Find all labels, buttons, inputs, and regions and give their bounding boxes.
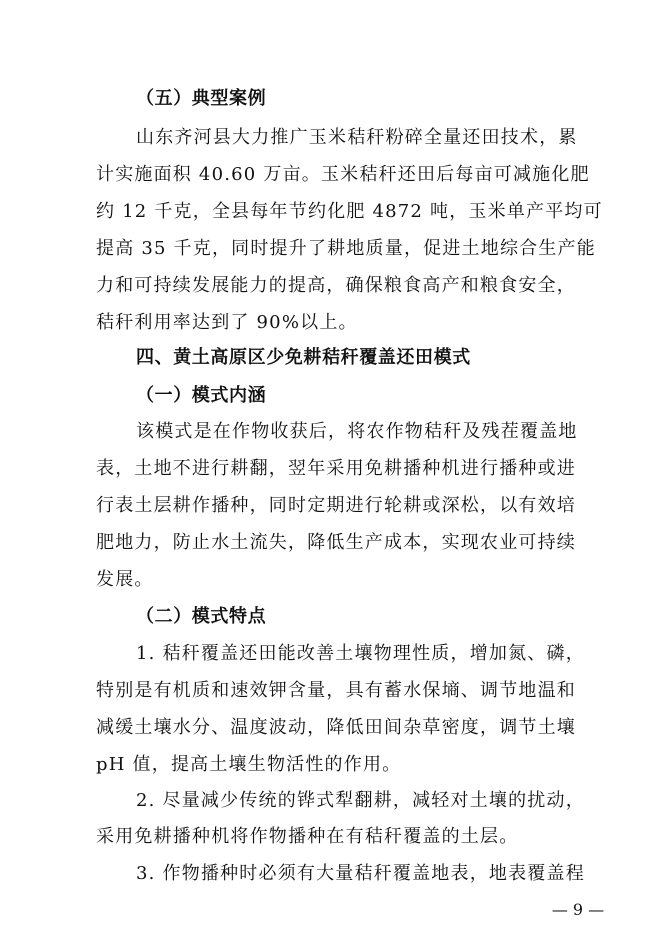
page-number: — 9 — bbox=[551, 900, 605, 919]
list-item-line: 3. 作物播种时必须有大量秸秆覆盖地表，地表覆盖程 bbox=[136, 863, 585, 884]
paragraph-line: 表，土地不进行耕翻，翌年采用免耕播种机进行播种或进 bbox=[96, 458, 576, 479]
chapter-heading-loess-plateau: 四、黄土高原区少免耕秸秆覆盖还田模式 bbox=[136, 347, 471, 368]
list-item-line: 减缓土壤水分、温度波动，降低田间杂草密度，调节土壤 bbox=[96, 717, 576, 738]
paragraph-line: 秸秆利用率达到了 90%以上。 bbox=[96, 312, 358, 333]
paragraph-line: 肥地力，防止水土流失，降低生产成本，实现农业可持续 bbox=[96, 532, 576, 553]
list-item-line: pH 值，提高土壤生物活性的作用。 bbox=[96, 754, 402, 775]
section-heading-typical-case: （五）典型案例 bbox=[136, 88, 267, 109]
paragraph-line: 发展。 bbox=[96, 569, 154, 590]
paragraph-line: 计实施面积 40.60 万亩。玉米秸秆还田后每亩可减施化肥 bbox=[96, 164, 590, 185]
section-heading-mode-features: （二）模式特点 bbox=[136, 606, 267, 627]
paragraph-line: 该模式是在作物收获后，将农作物秸秆及残茬覆盖地 bbox=[136, 421, 578, 442]
paragraph-line: 约 12 千克，全县每年节约化肥 4872 吨，玉米单产平均可 bbox=[96, 201, 603, 222]
section-heading-mode-meaning: （一）模式内涵 bbox=[136, 385, 267, 406]
list-item-line: 1. 秸秆覆盖还田能改善土壤物理性质，增加氮、磷， bbox=[136, 643, 585, 664]
paragraph-line: 行表土层耕作播种，同时定期进行轮耕或深松，以有效培 bbox=[96, 495, 576, 516]
paragraph-line: 提高 35 千克，同时提升了耕地质量，促进土地综合生产能 bbox=[96, 238, 596, 259]
paragraph-line: 力和可持续发展能力的提高，确保粮食高产和粮食安全， bbox=[96, 275, 576, 296]
paragraph-line: 山东齐河县大力推广玉米秸秆粉碎全量还田技术，累 bbox=[136, 127, 578, 148]
list-item-line: 特别是有机质和速效钾含量，具有蓄水保墒、调节地温和 bbox=[96, 680, 576, 701]
list-item-line: 2. 尽量减少传统的铧式犁翻耕，减轻对土壤的扰动， bbox=[136, 790, 585, 811]
list-item-line: 采用免耕播种机将作物播种在有秸秆覆盖的土层。 bbox=[96, 826, 519, 847]
